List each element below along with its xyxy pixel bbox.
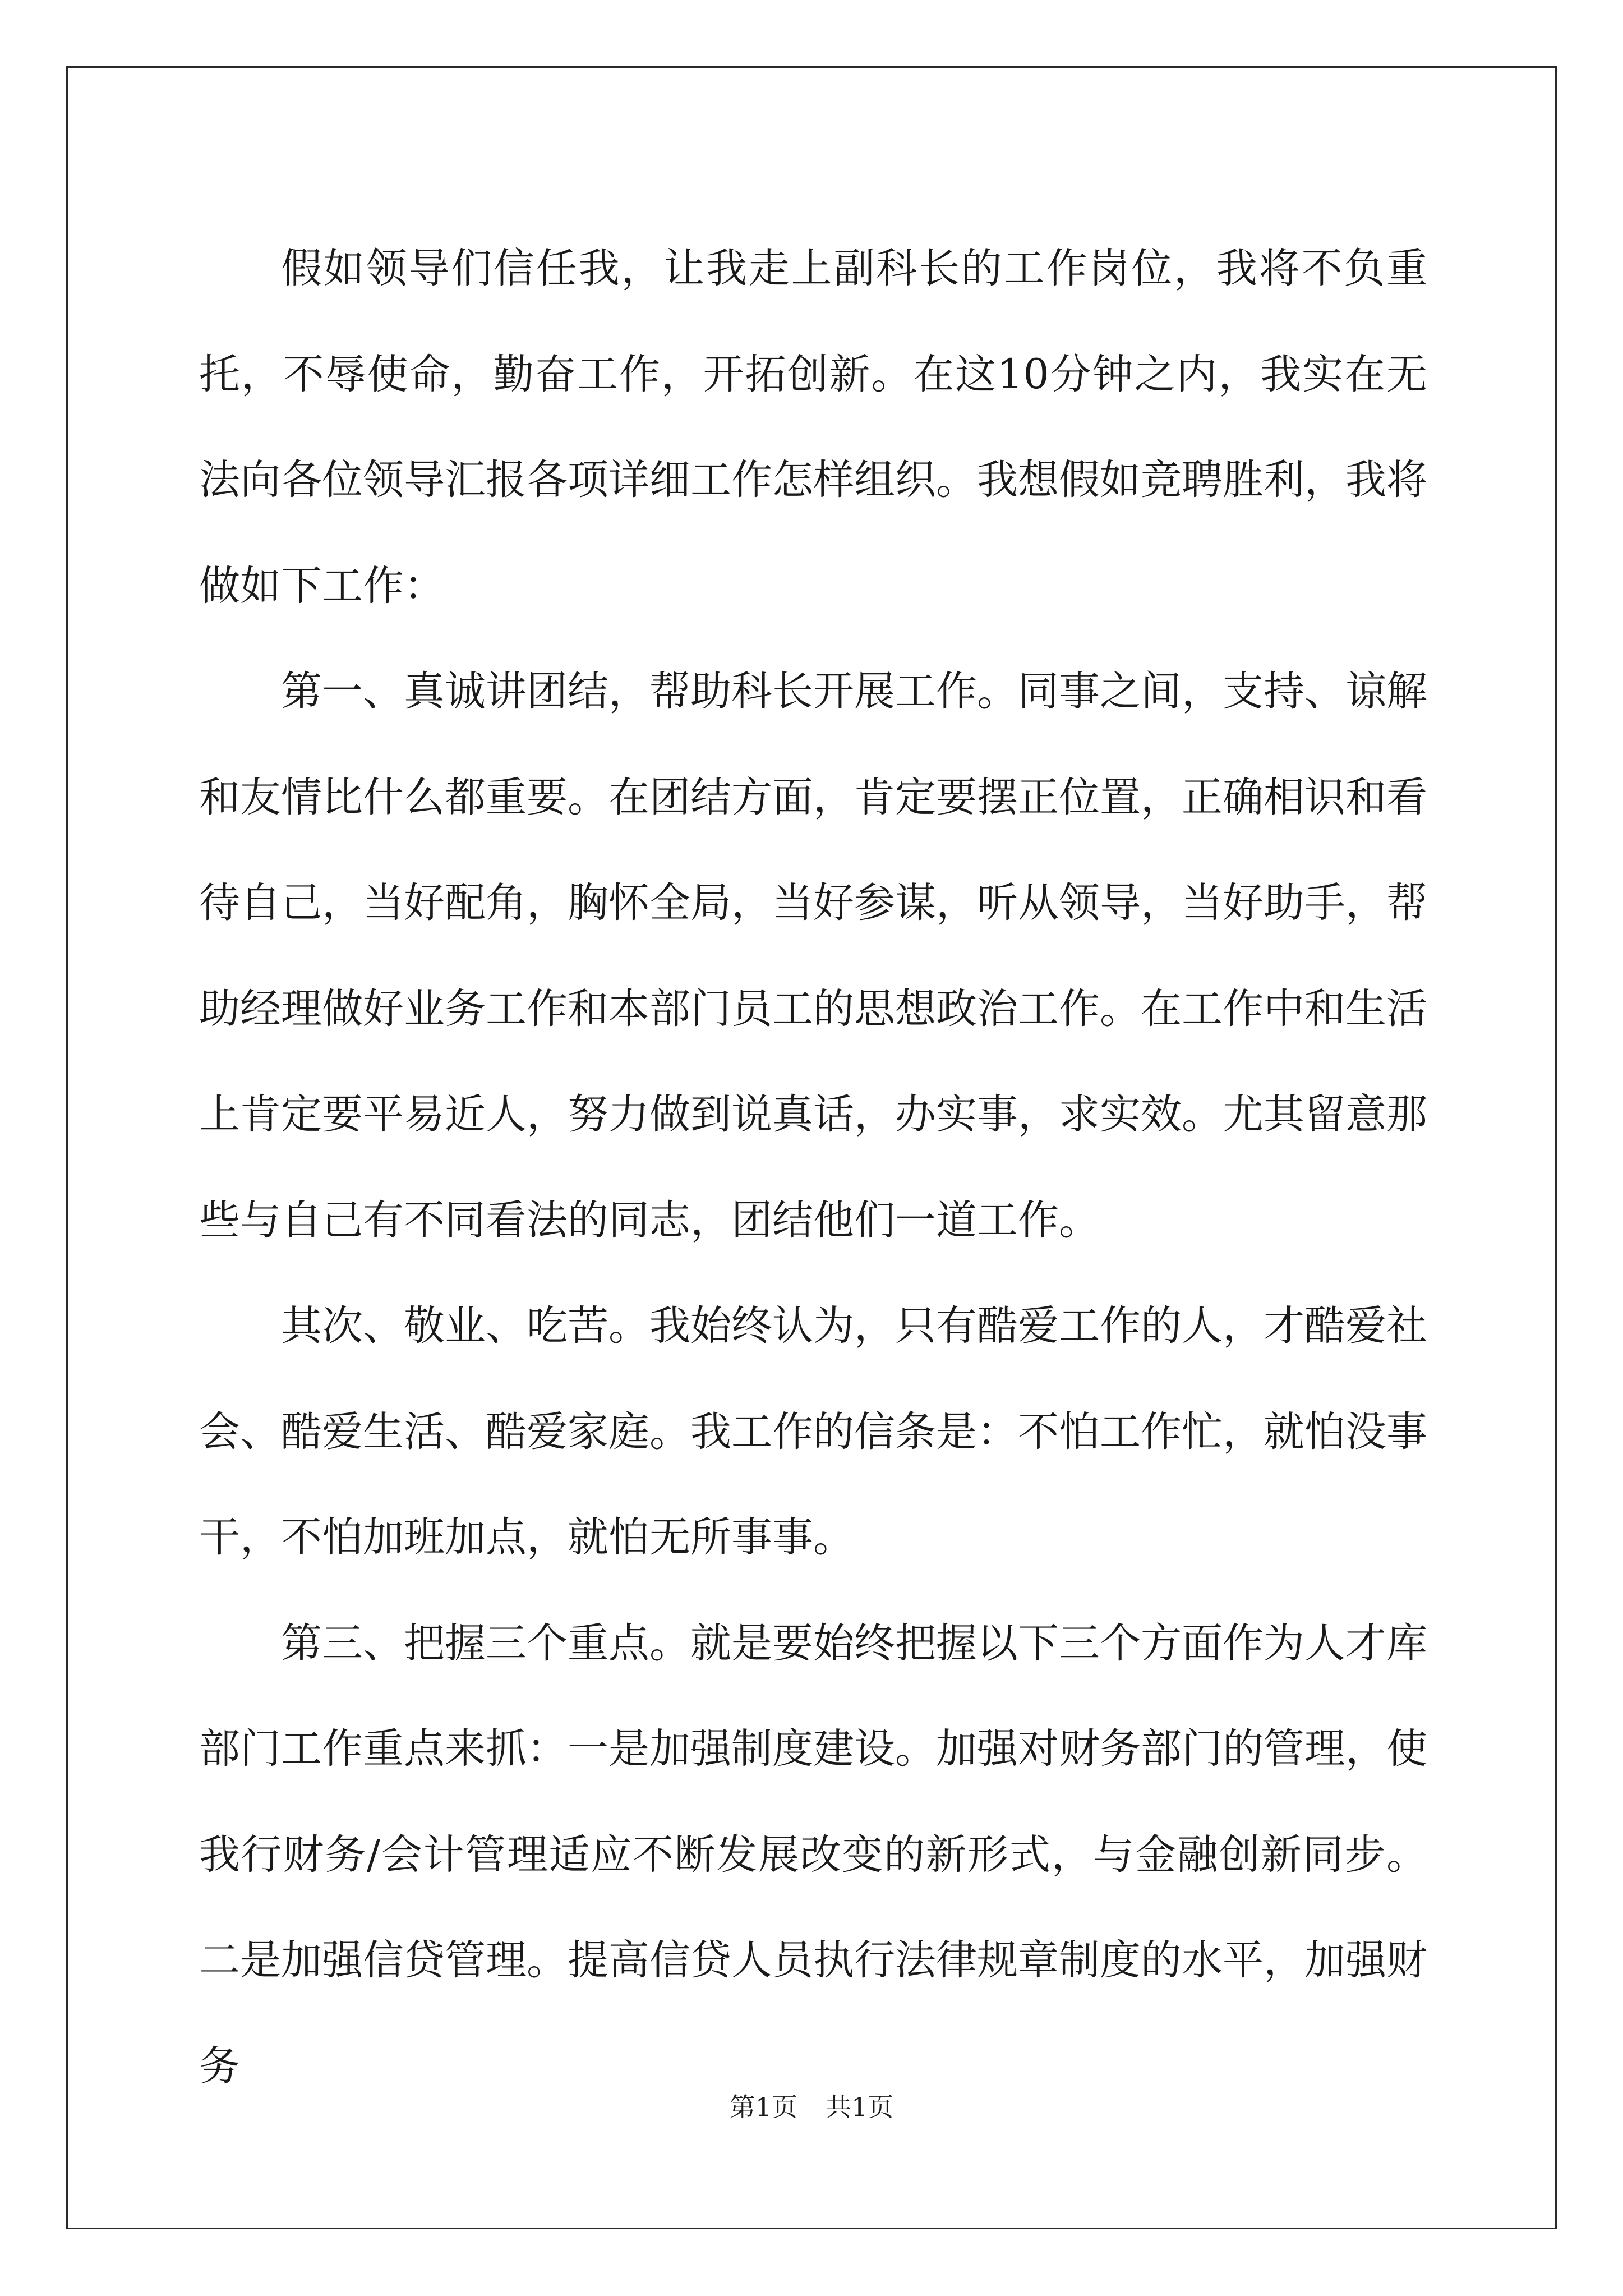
paragraph-3: 其次、敬业、吃苦。我始终认为，只有酷爱工作的人，才酷爱社会、酷爱生活、酷爱家庭。我工作的信条是：不怕工作忙，就怕没事干，不怕加班加点，就怕无所事事。 xyxy=(199,1302,1427,1561)
paragraph-4: 第三、把握三个重点。就是要始终把握以下三个方面作为人才库部门工作重点来抓：一是加强制度建设。加强对财务部门的管理，使我行财务/会计管理适应不断发展改变的新形式，与金融创新同步。二是加强信贷管理。提高信贷人员执行法律规章制度的水平，加强财务 xyxy=(199,1619,1427,2090)
page-footer xyxy=(0,2087,1623,2124)
paragraph-1: 假如领导们信任我，让我走上副科长的工作岗位，我将不负重托，不辱使命，勤奋工作，开拓创新。在这10分钟之内，我实在无法向各位领导汇报各项详细工作怎样组织。我想假如竞聘胜利，我将做如下工作： xyxy=(199,245,1427,610)
page-total: 共1页 xyxy=(826,2092,894,2122)
document-body xyxy=(199,216,1427,2119)
paragraph-2: 第一、真诚讲团结，帮助科长开展工作。同事之间，支持、谅解和友情比什么都重要。在团结方面，肯定要摆正位置，正确相识和看待自己，当好配角，胸怀全局，当好参谋，听从领导，当好助手，帮助经理做好业务工作和本部门员工的思想政治工作。在工作中和生活上肯定要平易近人，努力做到说真话，办实事，求实效。尤其留意那些与自己有不同看法的同志，团结他们一道工作。 xyxy=(199,668,1427,1244)
page-number: 第1页 xyxy=(729,2092,797,2122)
